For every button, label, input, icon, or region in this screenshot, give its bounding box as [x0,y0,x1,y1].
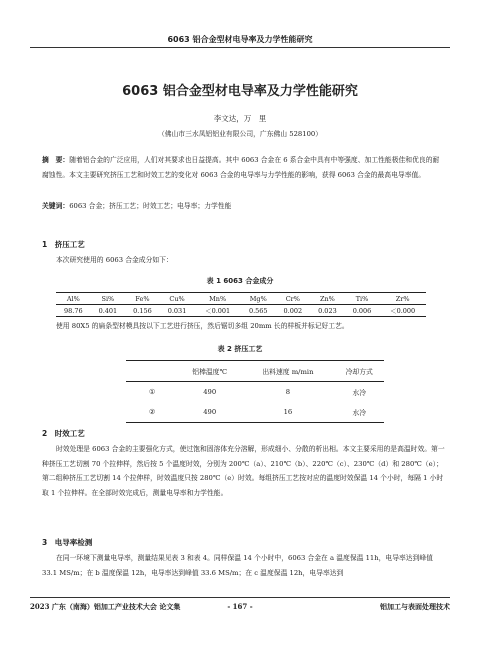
footer-left: 2023 广东（南海）铝加工产业技术大会 论文集 [30,602,181,611]
paper-title: 6063 铝合金型材电导率及力学性能研究 [122,84,358,99]
table-2-cell: 16 [241,402,334,423]
table-2-cell: ① [148,388,156,396]
table-2 [126,360,384,423]
table-2-cell: 水冷 [334,402,384,423]
table-1-header-cell: Cr% [276,293,311,305]
abstract-label: 摘 要： [42,156,70,164]
abstract-text: 随着铝合金的广泛应用，人们对其要求也日益提高。其中 6063 合金在 6 系合金中具有中等强度、加工性能极佳和优良的耐腐蚀性。本文主要研究挤压工艺和时效工艺的变化对 6063 合金的电导率与力学性能的影响，获得 6063 合金的最高电导率值。 [42,156,440,179]
table-2-caption: 表 2 挤压工艺 [217,345,263,353]
header-rule [30,47,450,48]
footer-right: 铝加工与表面处理技术 [380,602,450,611]
table-1-header-cell: Zr% [379,293,426,305]
table-2-header-row [126,361,384,382]
table-1-cell: 0.401 [91,305,126,317]
section-1-heading: 1 挤压工艺 [42,240,85,249]
table-1-followup: 使用 80X5 的扁条型材模具按以下工艺进行挤压，然后锯切多组 20mm 长的样板并标记好工艺。 [56,322,349,330]
table-2-cell: 水冷 [352,389,367,397]
section-2-heading: 2 时效工艺 [42,429,85,438]
page-number: - 167 - [227,602,253,611]
table-1-header-cell: Zn% [310,293,345,305]
table-2-header-cell: 铝棒温度℃ [178,361,241,382]
table-1-header-cell: Mg% [241,293,276,305]
running-header: 6063 铝合金型材电导率及力学性能研究 [167,35,313,44]
table-2-header-cell: 出料速度 m/min [241,361,334,382]
keywords-text: 6063 合金；挤压工艺；时效工艺；电导率；力学性能 [69,202,232,210]
table-2-cell: ② [126,402,178,423]
table-2-cell: 490 [203,388,217,396]
table-2-row [126,402,384,423]
table-2-cell: 8 [285,388,291,396]
authors: 李文达，万 里 [213,114,267,123]
keywords-label: 关键词： [42,202,70,210]
table-1-cell: ＜0.001 [194,305,241,317]
table-1-cell: ＜0.000 [379,305,426,317]
table-1-cell: 0.006 [345,305,380,317]
keywords [42,199,446,214]
table-1-caption: 表 1 6063 合金成分 [206,277,274,285]
table-1 [56,292,426,317]
table-1-header-cell: Si% [91,293,126,305]
footer-rule [30,597,450,598]
table-1-row [56,305,426,317]
table-2-row [126,382,384,403]
table-1-header-cell: Mn% [194,293,241,305]
section-2-body: 时效处理是 6063 合金的主要强化方式，使过饱和固溶体充分溶解，形成细小、分散的析出相。本文主要采用的是高温时效。第一种挤压工艺切割 70 个拉伸样，然后按 5 个温度时效，分别为 200℃（a）、210℃（b）、220℃（c）、230℃（d）和 280℃（e）；第二组种挤压工艺切割 14 个拉伸样，时效温度只按 280℃（e）时效。每组挤压工艺按对应的温度时效保温 14 个小时，每隔 1 小时取 1 个拉伸样。在全部时效完成后，测量电导率和力学性能。 [42,445,445,497]
table-2-header-cell: 冷却方式 [334,361,384,382]
table-1-cell: 98.76 [56,305,91,317]
abstract [42,153,446,182]
table-1-header-cell: Fe% [125,293,160,305]
table-1-cell: 0.156 [125,305,160,317]
table-1-cell: 0.023 [310,305,345,317]
section-1-intro: 本次研究使用的 6063 合金成分如下： [56,256,173,264]
section-3-heading: 3 电导率检测 [42,538,93,547]
table-1-header-cell: Ti% [345,293,380,305]
table-1-header-cell: Al% [56,293,91,305]
table-1-header-cell: Cu% [160,293,195,305]
table-1-header-row [56,293,426,305]
affiliation: （佛山市三水凤铝铝业有限公司，广东佛山 528100） [157,130,323,138]
table-1-cell: 0.031 [160,305,195,317]
table-2-header-cell [126,361,178,382]
table-1-cell: 0.565 [241,305,276,317]
table-2-cell: 490 [178,402,241,423]
table-1-cell: 0.002 [276,305,311,317]
section-3-body: 在同一环境下测量电导率，测量结果见表 3 和表 4。同样保温 14 个小时中，6063 合金在 a 温度保温 11h，电导率达到峰值 33.1 MS/m；在 b 温度保温 12h，电导率达到峰值 33.6 MS/m；在 c 温度保温 12h，电导率达到 [42,554,433,577]
